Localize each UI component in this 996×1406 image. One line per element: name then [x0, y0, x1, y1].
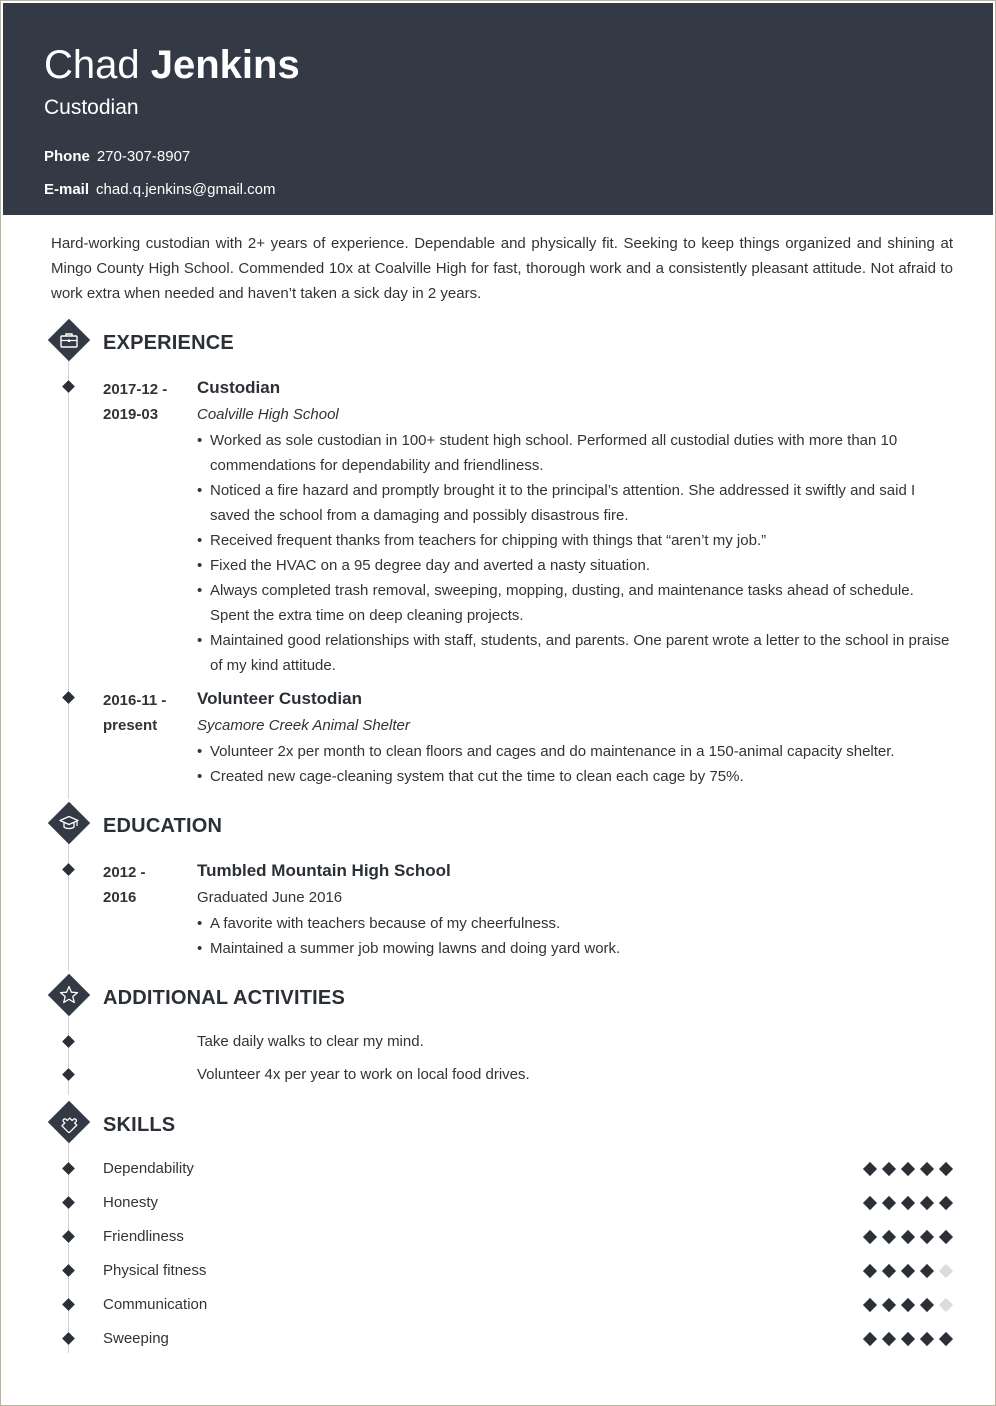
contact-email — [44, 180, 276, 200]
bullet-item: • Worked as sole custodian in 100+ student high school. Performed all custodial duties with more than 10 commendations for dependability and friendliness. — [197, 428, 953, 478]
experience-heading: EXPERIENCE — [103, 332, 234, 354]
rating-pip-filled — [939, 1162, 953, 1176]
timeline-dot — [62, 691, 75, 704]
skill-name: Dependability — [103, 1160, 194, 1177]
rating-pip-filled — [882, 1230, 896, 1244]
puzzle-icon — [51, 1104, 87, 1140]
date-start: 2017-12 - — [103, 381, 168, 398]
education-timeline-line — [68, 823, 69, 971]
bullet-item: • A favorite with teachers because of my cheerfulness. — [197, 911, 953, 936]
bullet-item: • Maintained good relationships with staff, students, and parents. One parent wrote a letter to the school in praise of my kind attitude. — [197, 628, 953, 678]
bullet-item: • Volunteer 2x per month to clean floors and cages and do maintenance in a 150-animal capacity shelter. — [197, 739, 953, 764]
job-title: Custodian — [44, 96, 139, 119]
rating-pip-filled — [920, 1298, 934, 1312]
job-date — [103, 688, 183, 738]
rating-pip-empty — [939, 1264, 953, 1278]
rating-pip-filled — [901, 1298, 915, 1312]
timeline-dot — [62, 1162, 75, 1175]
skill-name: Communication — [103, 1296, 208, 1313]
summary-paragraph: Hard-working custodian with 2+ years of experience. Dependable and physically fit. Seeking to keep things organized and shining at Mingo County High School. Commended 10x at Coalville High for fast, thorough work and a consistently pleasant attitude. Not afraid to work extra when needed and haven’t taken a sick day in 2 years. — [51, 235, 953, 302]
rating-pip-filled — [901, 1264, 915, 1278]
job-date — [103, 377, 183, 427]
bullet-item: • Created new cage-cleaning system that cut the time to clean each cage by 75%. — [197, 764, 953, 789]
graduation-cap-icon — [51, 805, 87, 841]
rating-pip-filled — [863, 1196, 877, 1210]
skill-rating — [859, 1261, 957, 1281]
job-organization: Coalville High School — [197, 406, 339, 423]
job-organization: Sycamore Creek Animal Shelter — [197, 717, 410, 734]
date-end: present — [103, 717, 158, 734]
experience-timeline-line — [68, 341, 69, 799]
job-bullets — [197, 428, 953, 678]
date-end: 2019-03 — [103, 406, 159, 423]
job-bullets — [197, 739, 953, 789]
timeline-dot — [62, 1230, 75, 1243]
skill-rating — [859, 1329, 957, 1349]
school-name: Tumbled Mountain High School — [197, 861, 451, 880]
candidate-name — [44, 41, 300, 89]
rating-pip-filled — [901, 1332, 915, 1346]
rating-pip-filled — [901, 1162, 915, 1176]
bullet-item: • Fixed the HVAC on a 95 degree day and averted a nasty situation. — [197, 553, 953, 578]
skill-name: Honesty — [103, 1194, 159, 1211]
rating-pip-filled — [863, 1298, 877, 1312]
date-start: 2016-11 - — [103, 692, 167, 709]
timeline-dot — [62, 1298, 75, 1311]
job-position: Volunteer Custodian — [197, 689, 362, 708]
skill-rating — [859, 1159, 957, 1179]
job-position: Custodian — [197, 378, 281, 397]
timeline-dot — [62, 380, 75, 393]
rating-pip-filled — [882, 1264, 896, 1278]
rating-pip-filled — [882, 1332, 896, 1346]
bullet-item: • Always completed trash removal, sweeping, mopping, dusting, and maintenance tasks ahead of schedule. Spent the extra time on deep cleaning projects. — [197, 578, 953, 628]
skills-heading: SKILLS — [103, 1114, 176, 1136]
rating-pip-filled — [939, 1332, 953, 1346]
briefcase-icon — [51, 322, 87, 358]
skill-name: Sweeping — [103, 1330, 169, 1347]
skill-rating — [859, 1193, 957, 1213]
email-label: E-mail — [44, 181, 90, 198]
activities-heading: ADDITIONAL ACTIVITIES — [103, 987, 345, 1009]
rating-pip-filled — [863, 1230, 877, 1244]
phone-value: 270-307-8907 — [96, 148, 191, 165]
bullet-item: • Received frequent thanks from teachers for chipping with things that “aren’t my job.” — [197, 528, 953, 553]
rating-pip-filled — [939, 1230, 953, 1244]
rating-pip-filled — [882, 1162, 896, 1176]
rating-pip-filled — [920, 1230, 934, 1244]
contact-phone — [44, 147, 190, 167]
resume-header — [3, 3, 993, 215]
phone-label: Phone — [44, 148, 90, 165]
rating-pip-filled — [882, 1298, 896, 1312]
skill-name: Physical fitness — [103, 1262, 207, 1279]
bullet-item: • Noticed a fire hazard and promptly brought it to the principal’s attention. She addressed it swiftly and said I saved the school from a damaging and possibly disastrous fire. — [197, 478, 953, 528]
timeline-dot — [62, 863, 75, 876]
skill-rating — [859, 1295, 957, 1315]
rating-pip-filled — [920, 1332, 934, 1346]
first-name: Chad — [44, 43, 140, 87]
rating-pip-filled — [901, 1196, 915, 1210]
rating-pip-filled — [920, 1162, 934, 1176]
rating-pip-filled — [939, 1196, 953, 1210]
last-name: Jenkins — [150, 43, 300, 87]
activity-item: Volunteer 4x per year to work on local food drives. — [197, 1066, 530, 1083]
activity-item: Take daily walks to clear my mind. — [197, 1033, 424, 1050]
skill-rating — [859, 1227, 957, 1247]
rating-pip-filled — [882, 1196, 896, 1210]
education-detail: Graduated June 2016 — [197, 889, 343, 906]
rating-pip-filled — [920, 1264, 934, 1278]
education-bullets — [197, 911, 953, 961]
timeline-dot — [62, 1332, 75, 1345]
star-icon — [51, 977, 87, 1013]
timeline-dot — [62, 1264, 75, 1277]
rating-pip-filled — [863, 1162, 877, 1176]
education-heading: EDUCATION — [103, 815, 223, 837]
rating-pip-empty — [939, 1298, 953, 1312]
rating-pip-filled — [920, 1196, 934, 1210]
timeline-dot — [62, 1068, 75, 1081]
date-end: 2016 — [103, 889, 137, 906]
date-start: 2012 - — [103, 864, 146, 881]
education-date — [103, 860, 183, 910]
timeline-dot — [62, 1196, 75, 1209]
email-value[interactable]: chad.q.jenkins@gmail.com — [96, 181, 276, 198]
timeline-dot — [62, 1035, 75, 1048]
skill-name: Friendliness — [103, 1228, 184, 1245]
rating-pip-filled — [901, 1230, 915, 1244]
rating-pip-filled — [863, 1332, 877, 1346]
bullet-item: • Maintained a summer job mowing lawns and doing yard work. — [197, 936, 953, 961]
rating-pip-filled — [863, 1264, 877, 1278]
